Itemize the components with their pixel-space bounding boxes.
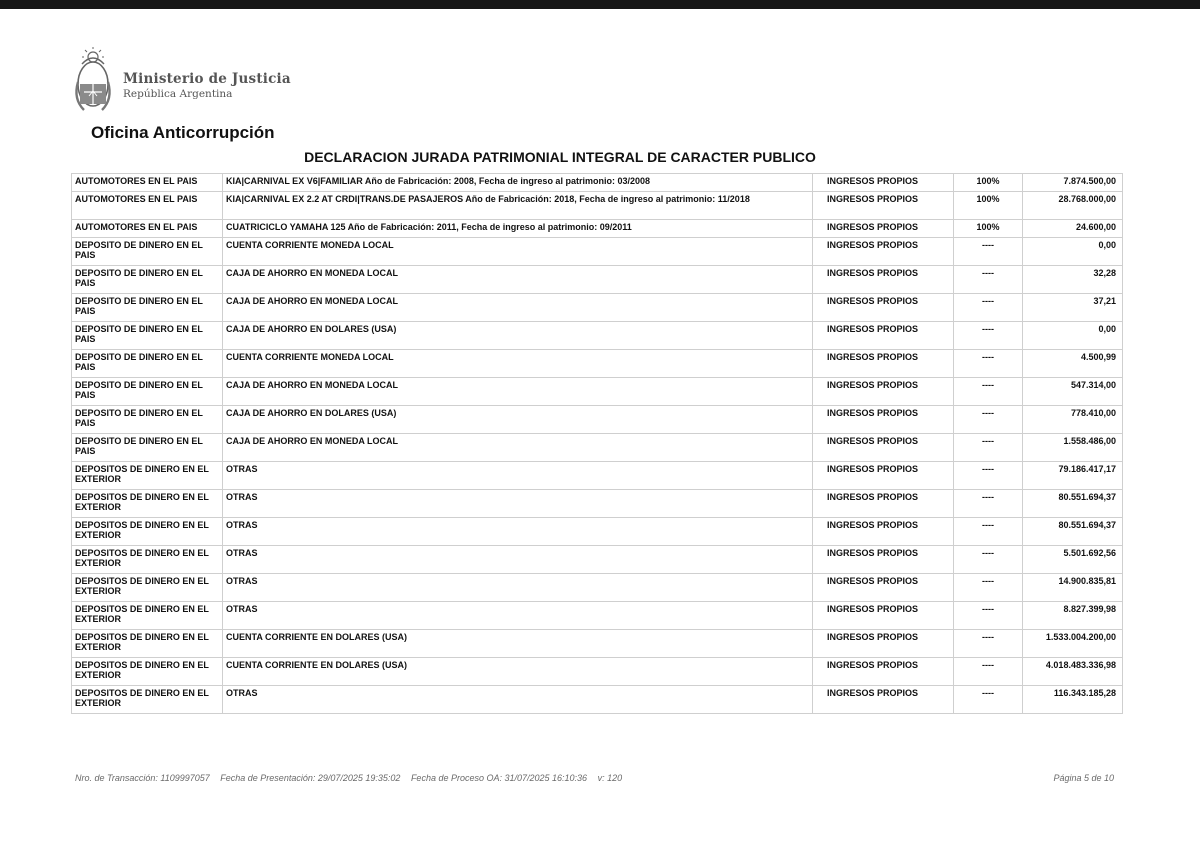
ownership-percent-cell: 100% [954,174,1023,192]
ownership-percent-cell: ---- [954,574,1023,602]
asset-type-cell: DEPOSITOS DE DINERO EN EL EXTERIOR [72,602,223,630]
funds-origin-cell: INGRESOS PROPIOS [813,686,954,714]
ministry-block [123,71,291,100]
asset-type-cell: DEPOSITOS DE DINERO EN EL EXTERIOR [72,490,223,518]
office-title: Oficina Anticorrupción [91,123,275,142]
ownership-percent-cell: 100% [954,192,1023,220]
asset-description-cell: KIA|CARNIVAL EX 2.2 AT CRDI|TRANS.DE PASAJEROS Año de Fabricación: 2018, Fecha de ingreso al patrimonio: 11/2018 [223,192,813,220]
asset-value-cell: 778.410,00 [1023,406,1123,434]
funds-origin-cell: INGRESOS PROPIOS [813,220,954,238]
assets-table-body [72,174,1123,714]
ownership-percent-cell: ---- [954,294,1023,322]
table-row [72,434,1123,462]
table-row [72,350,1123,378]
funds-origin-cell: INGRESOS PROPIOS [813,490,954,518]
asset-description-cell: OTRAS [223,574,813,602]
funds-origin-cell: INGRESOS PROPIOS [813,462,954,490]
asset-value-cell: 8.827.399,98 [1023,602,1123,630]
table-row [72,686,1123,714]
asset-value-cell: 80.551.694,37 [1023,490,1123,518]
asset-description-cell: KIA|CARNIVAL EX V6|FAMILIAR Año de Fabricación: 2008, Fecha de ingreso al patrimonio: 03/2008 [223,174,813,192]
coat-of-arms-logo [70,44,116,116]
asset-description-cell: OTRAS [223,462,813,490]
ownership-percent-cell: ---- [954,462,1023,490]
table-row [72,406,1123,434]
funds-origin-cell: INGRESOS PROPIOS [813,378,954,406]
funds-origin-cell: INGRESOS PROPIOS [813,434,954,462]
table-row [72,462,1123,490]
asset-description-cell: OTRAS [223,602,813,630]
table-row [72,518,1123,546]
ownership-percent-cell: ---- [954,434,1023,462]
asset-description-cell: CAJA DE AHORRO EN DOLARES (USA) [223,406,813,434]
asset-type-cell: AUTOMOTORES EN EL PAIS [72,192,223,220]
table-row [72,174,1123,192]
funds-origin-cell: INGRESOS PROPIOS [813,174,954,192]
asset-value-cell: 37,21 [1023,294,1123,322]
asset-value-cell: 5.501.692,56 [1023,546,1123,574]
asset-type-cell: DEPOSITOS DE DINERO EN EL EXTERIOR [72,630,223,658]
presentation-date: Fecha de Presentación: 29/07/2025 19:35:02 [220,773,401,783]
ownership-percent-cell: ---- [954,406,1023,434]
asset-type-cell: DEPOSITOS DE DINERO EN EL EXTERIOR [72,546,223,574]
funds-origin-cell: INGRESOS PROPIOS [813,630,954,658]
asset-value-cell: 1.533.004.200,00 [1023,630,1123,658]
asset-value-cell: 79.186.417,17 [1023,462,1123,490]
table-row [72,192,1123,220]
asset-description-cell: OTRAS [223,546,813,574]
asset-description-cell: CUATRICICLO YAMAHA 125 Año de Fabricación: 2011, Fecha de ingreso al patrimonio: 09/2011 [223,220,813,238]
asset-description-cell: CUENTA CORRIENTE MONEDA LOCAL [223,238,813,266]
funds-origin-cell: INGRESOS PROPIOS [813,322,954,350]
funds-origin-cell: INGRESOS PROPIOS [813,546,954,574]
table-row [72,294,1123,322]
footer-metadata [75,773,630,783]
table-row [72,378,1123,406]
ministry-name: Ministerio de Justicia [123,71,291,87]
asset-type-cell: DEPOSITOS DE DINERO EN EL EXTERIOR [72,686,223,714]
asset-value-cell: 28.768.000,00 [1023,192,1123,220]
asset-type-cell: DEPOSITO DE DINERO EN EL PAIS [72,350,223,378]
funds-origin-cell: INGRESOS PROPIOS [813,602,954,630]
assets-table [71,173,1123,714]
table-row [72,658,1123,686]
asset-description-cell: OTRAS [223,686,813,714]
ownership-percent-cell: ---- [954,322,1023,350]
table-row [72,574,1123,602]
page-number: Página 5 de 10 [1053,773,1114,783]
asset-type-cell: AUTOMOTORES EN EL PAIS [72,174,223,192]
asset-value-cell: 0,00 [1023,238,1123,266]
asset-type-cell: DEPOSITO DE DINERO EN EL PAIS [72,378,223,406]
asset-description-cell: OTRAS [223,490,813,518]
asset-type-cell: DEPOSITO DE DINERO EN EL PAIS [72,434,223,462]
asset-value-cell: 14.900.835,81 [1023,574,1123,602]
document-title-text: DECLARACION JURADA PATRIMONIAL INTEGRAL DE CARACTER PUBLICO [304,149,816,165]
document-title [0,149,1120,165]
funds-origin-cell: INGRESOS PROPIOS [813,574,954,602]
table-row [72,266,1123,294]
asset-value-cell: 116.343.185,28 [1023,686,1123,714]
ownership-percent-cell: ---- [954,546,1023,574]
table-row [72,602,1123,630]
ownership-percent-cell: ---- [954,630,1023,658]
country-name: República Argentina [123,88,233,100]
process-date: Fecha de Proceso OA: 31/07/2025 16:10:36 [410,773,588,783]
ownership-percent-cell: ---- [954,350,1023,378]
funds-origin-cell: INGRESOS PROPIOS [813,192,954,220]
asset-value-cell: 4.500,99 [1023,350,1123,378]
asset-value-cell: 80.551.694,37 [1023,518,1123,546]
table-row [72,490,1123,518]
asset-description-cell: CAJA DE AHORRO EN MONEDA LOCAL [223,266,813,294]
asset-value-cell: 32,28 [1023,266,1123,294]
asset-description-cell: CAJA DE AHORRO EN MONEDA LOCAL [223,434,813,462]
asset-description-cell: CAJA DE AHORRO EN MONEDA LOCAL [223,294,813,322]
asset-description-cell: CUENTA CORRIENTE EN DOLARES (USA) [223,658,813,686]
table-row [72,238,1123,266]
ownership-percent-cell: ---- [954,602,1023,630]
funds-origin-cell: INGRESOS PROPIOS [813,518,954,546]
asset-type-cell: DEPOSITO DE DINERO EN EL PAIS [72,322,223,350]
funds-origin-cell: INGRESOS PROPIOS [813,658,954,686]
asset-description-cell: CUENTA CORRIENTE MONEDA LOCAL [223,350,813,378]
funds-origin-cell: INGRESOS PROPIOS [813,406,954,434]
asset-value-cell: 0,00 [1023,322,1123,350]
asset-value-cell: 24.600,00 [1023,220,1123,238]
asset-description-cell: OTRAS [223,518,813,546]
asset-type-cell: DEPOSITOS DE DINERO EN EL EXTERIOR [72,518,223,546]
ownership-percent-cell: ---- [954,378,1023,406]
ownership-percent-cell: ---- [954,518,1023,546]
asset-type-cell: AUTOMOTORES EN EL PAIS [72,220,223,238]
asset-type-cell: DEPOSITOS DE DINERO EN EL EXTERIOR [72,658,223,686]
table-row [72,546,1123,574]
asset-type-cell: DEPOSITOS DE DINERO EN EL EXTERIOR [72,574,223,602]
funds-origin-cell: INGRESOS PROPIOS [813,294,954,322]
funds-origin-cell: INGRESOS PROPIOS [813,238,954,266]
asset-value-cell: 547.314,00 [1023,378,1123,406]
asset-value-cell: 7.874.500,00 [1023,174,1123,192]
ownership-percent-cell: 100% [954,220,1023,238]
top-bar [0,0,1200,9]
ownership-percent-cell: ---- [954,658,1023,686]
asset-type-cell: DEPOSITO DE DINERO EN EL PAIS [72,406,223,434]
table-row [72,322,1123,350]
asset-type-cell: DEPOSITO DE DINERO EN EL PAIS [72,294,223,322]
asset-value-cell: 1.558.486,00 [1023,434,1123,462]
asset-description-cell: CUENTA CORRIENTE EN DOLARES (USA) [223,630,813,658]
asset-type-cell: DEPOSITOS DE DINERO EN EL EXTERIOR [72,462,223,490]
asset-description-cell: CAJA DE AHORRO EN MONEDA LOCAL [223,378,813,406]
ownership-percent-cell: ---- [954,238,1023,266]
ownership-percent-cell: ---- [954,686,1023,714]
funds-origin-cell: INGRESOS PROPIOS [813,266,954,294]
version: v: 120 [597,773,623,783]
ownership-percent-cell: ---- [954,266,1023,294]
asset-description-cell: CAJA DE AHORRO EN DOLARES (USA) [223,322,813,350]
ownership-percent-cell: ---- [954,490,1023,518]
asset-type-cell: DEPOSITO DE DINERO EN EL PAIS [72,266,223,294]
funds-origin-cell: INGRESOS PROPIOS [813,350,954,378]
asset-value-cell: 4.018.483.336,98 [1023,658,1123,686]
asset-type-cell: DEPOSITO DE DINERO EN EL PAIS [72,238,223,266]
table-row [72,220,1123,238]
table-row [72,630,1123,658]
transaction-number: Nro. de Transacción: 1109997057 [75,773,210,783]
